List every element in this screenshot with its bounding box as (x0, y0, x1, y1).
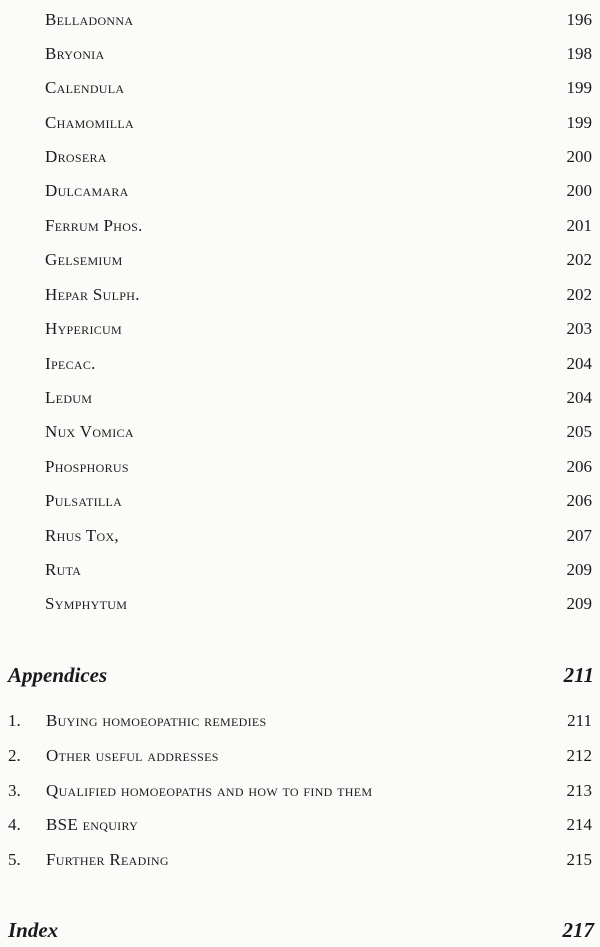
appendix-page: 213 (566, 781, 592, 800)
section-title: Appendices (8, 663, 108, 687)
toc-entry-title: Nux Vomica (45, 422, 134, 441)
toc-entry (0, 388, 600, 412)
toc-entry-page: 200 (566, 181, 592, 200)
toc-entry-title: Symphytum (45, 594, 128, 613)
toc-entry-title: Ferrum Phos. (45, 216, 143, 235)
toc-entry-page: 202 (566, 250, 592, 269)
section-title: Index (8, 918, 59, 942)
appendix-entry (0, 850, 600, 874)
toc-entry-page: 205 (566, 422, 592, 441)
toc-entry-page: 198 (566, 44, 592, 63)
toc-entry-title: Hypericum (45, 319, 122, 338)
toc-entry (0, 113, 600, 137)
toc-entry (0, 44, 600, 68)
toc-entry (0, 147, 600, 171)
appendix-page: 212 (566, 746, 592, 765)
toc-entry-title: Calendula (45, 78, 125, 97)
appendix-number: 3. (8, 781, 21, 800)
toc-entry-page: 206 (566, 457, 592, 476)
toc-entry (0, 491, 600, 515)
toc-entry-title: Phosphorus (45, 457, 129, 476)
toc-entry-title: Pulsatilla (45, 491, 123, 510)
toc-entry-page: 209 (566, 594, 592, 613)
appendix-page: 211 (567, 711, 592, 730)
toc-entry-page: 204 (566, 388, 592, 407)
toc-entry-page: 200 (566, 147, 592, 166)
toc-entry (0, 594, 600, 618)
appendix-number: 5. (8, 850, 21, 869)
appendix-title: Qualified homoeopaths and how to find them (46, 781, 373, 800)
toc-entry (0, 10, 600, 34)
section-heading-index (0, 918, 600, 946)
appendix-entry (0, 815, 600, 839)
toc-entry-title: Gelsemium (45, 250, 123, 269)
toc-entry-page: 203 (566, 319, 592, 338)
toc-entry (0, 181, 600, 205)
toc-entry-page: 204 (566, 354, 592, 373)
toc-entry-title: Ipecac. (45, 354, 96, 373)
toc-entry-page: 196 (566, 10, 592, 29)
toc-entry-title: Dulcamara (45, 181, 129, 200)
toc-entry-page: 207 (566, 526, 592, 545)
section-heading-appendices (0, 663, 600, 691)
appendix-title: Other useful addresses (46, 746, 219, 765)
toc-entry (0, 319, 600, 343)
toc-entry (0, 422, 600, 446)
toc-entry-title: Rhus Tox, (45, 526, 119, 545)
toc-entry (0, 78, 600, 102)
toc-entry (0, 526, 600, 550)
toc-entry (0, 457, 600, 481)
toc-entry-title: Hepar Sulph. (45, 285, 140, 304)
appendix-entry (0, 746, 600, 770)
toc-entry-page: 206 (566, 491, 592, 510)
toc-entry-title: Chamomilla (45, 113, 134, 132)
toc-entry (0, 285, 600, 309)
appendix-entry (0, 711, 600, 735)
appendix-entry (0, 781, 600, 805)
appendix-number: 4. (8, 815, 21, 834)
appendix-title: Buying homoeopathic remedies (46, 711, 267, 730)
toc-entry-page: 199 (566, 113, 592, 132)
toc-entry-page: 201 (566, 216, 592, 235)
section-page: 217 (562, 918, 594, 942)
toc-entry-title: Belladonna (45, 10, 134, 29)
toc-entry-page: 202 (566, 285, 592, 304)
toc-entry-page: 199 (566, 78, 592, 97)
toc-entry-title: Drosera (45, 147, 107, 166)
appendix-title: Further Reading (46, 850, 169, 869)
appendix-page: 215 (566, 850, 592, 869)
appendix-title: BSE enquiry (46, 815, 139, 834)
toc-entry-title: Ruta (45, 560, 82, 579)
toc-entry (0, 216, 600, 240)
toc-entry (0, 250, 600, 274)
section-page: 211 (563, 663, 594, 687)
toc-entry-page: 209 (566, 560, 592, 579)
toc-entry-title: Ledum (45, 388, 93, 407)
appendix-number: 2. (8, 746, 21, 765)
appendix-number: 1. (8, 711, 21, 730)
toc-entry-title: Bryonia (45, 44, 105, 63)
appendix-page: 214 (566, 815, 592, 834)
toc-entry (0, 560, 600, 584)
toc-entry (0, 354, 600, 378)
